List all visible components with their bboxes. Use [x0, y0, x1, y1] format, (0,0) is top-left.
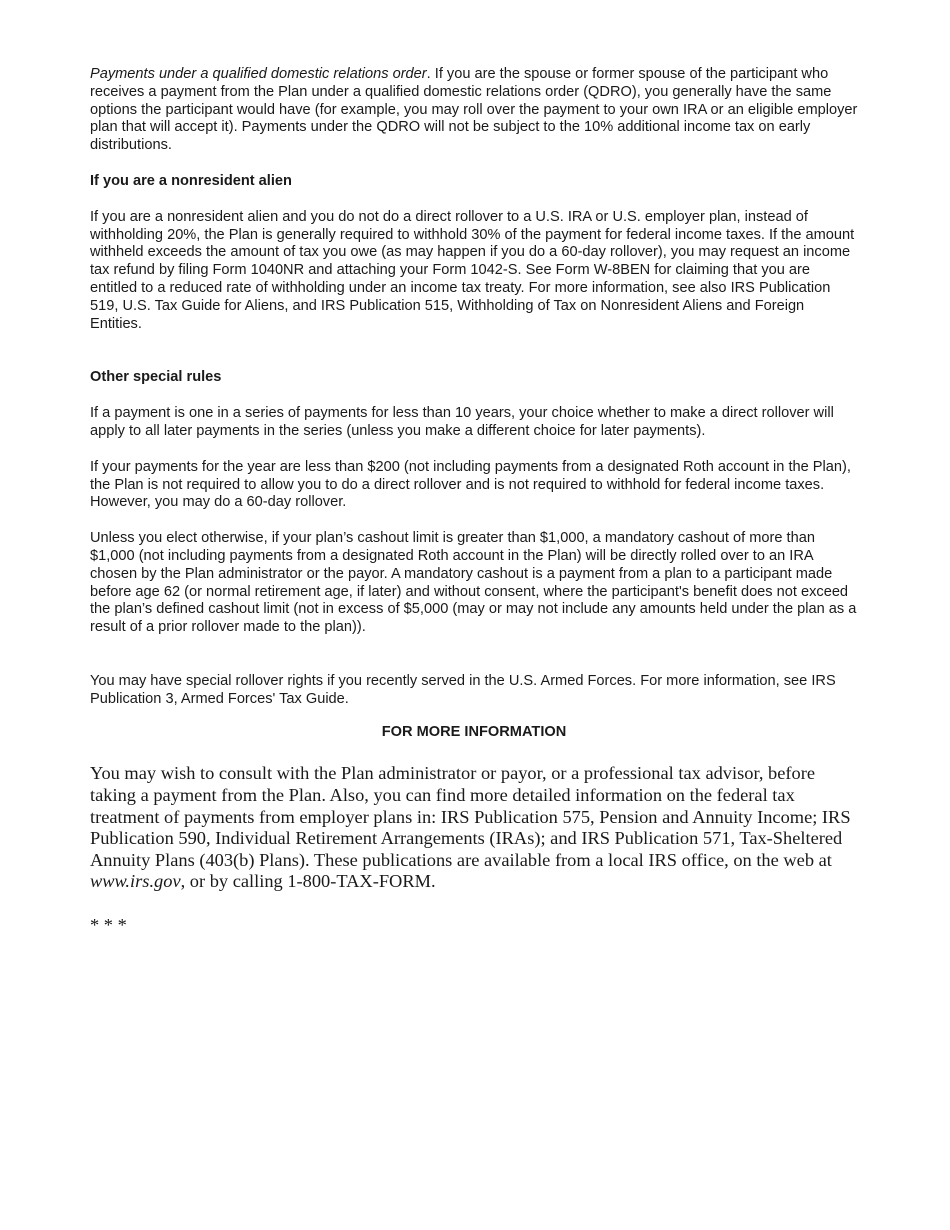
special-rules-heading: Other special rules	[90, 369, 222, 386]
armed-forces-paragraph: You may have special rollover rights if you recently served in the U.S. Armed Forces. For more information, see IRS Publication 3, Armed Forces' Tax Guide.	[90, 672, 836, 707]
more-info-body-start: You may wish to consult with the Plan administrator or payor, or a professional tax advisor, before taking a payment from the Plan. Also, you can find more detailed information on the federal tax treatment of payments from employer plans in: IRS Publication 575, Pension and Annuity Income; IRS Publication 590, Individual Retirement Arrangements (IRAs); and IRS Publication 571, Tax-Sheltered Annuity Plans (403(b) Plans). These publications are available from a local IRS office, on the web at	[90, 763, 851, 870]
nonresident-paragraph: If you are a nonresident alien and you do not do a direct rollover to a U.S. IRA or U.S. employer plan, instead of withholding 20%, the Plan is generally required to withhold 30% of the payment for federal income taxes. If the amount withheld exceeds the amount of tax you owe (as may happen if you do a 60-day rollover), you may request an income tax refund by filing Form 1040NR and attaching your Form 1042-S. See Form W-8BEN for claiming that you are entitled to a reduced rate of withholding under an income tax treaty. For more information, see also IRS Publication 519, U.S. Tax Guide for Aliens, and IRS Publication 515, Withholding of Tax on Nonresident Aliens and Foreign Entities.	[90, 208, 855, 332]
more-info-heading: FOR MORE INFORMATION	[381, 723, 567, 740]
qdro-body: . If you are the spouse or former spouse of the participant who receives a payment from the Plan under a qualified domestic relations order (QDRO), you generally have the same options the participant would have (for example, you may roll over the payment to your own IRA or an eligible employer plan that will accept it). Payments under the QDRO will not be subject to the 10% additional income tax on early distributions.	[90, 66, 858, 154]
nonresident-heading: If you are a nonresident alien	[90, 172, 292, 189]
series-paragraph: If a payment is one in a series of payments for less than 10 years, your choice whether to make a direct rollover will apply to all later payments in the series (unless you make a different choice for later payments).	[90, 405, 834, 439]
cashout-paragraph: Unless you elect otherwise, if your plan’s cashout limit is greater than $1,000, a mandatory cashout of more than $1,000 (not including payments from a designated Roth account in the Plan) will be directly rolled over to an IRA chosen by the Plan administrator or the payor. A mandatory cashout is a payment from a plan to a participant made before age 62 (or normal retirement age, if later) and without consent, where the participant's benefit does not exceed the plan’s defined cashout limit (not in excess of $5,000 (may or may not include any amounts held under the plan as a result of a prior rollover made to the plan)).	[90, 530, 857, 636]
more-info-paragraph	[90, 763, 858, 893]
more-info-body-end: , or by calling 1-800-TAX-FORM.	[180, 871, 436, 892]
irs-website-link[interactable]: www.irs.gov	[90, 871, 181, 892]
document-page	[90, 66, 858, 936]
qdro-lead: Payments under a qualified domestic relations order	[90, 66, 427, 82]
under-200-paragraph: If your payments for the year are less than $200 (not including payments from a designated Roth account in the Plan), the Plan is not required to allow you to do a direct rollover and is not required to withhold for federal income taxes. However, you may do a 60-day rollover.	[90, 458, 851, 511]
qdro-paragraph	[90, 66, 858, 155]
end-mark: * * *	[90, 914, 127, 935]
